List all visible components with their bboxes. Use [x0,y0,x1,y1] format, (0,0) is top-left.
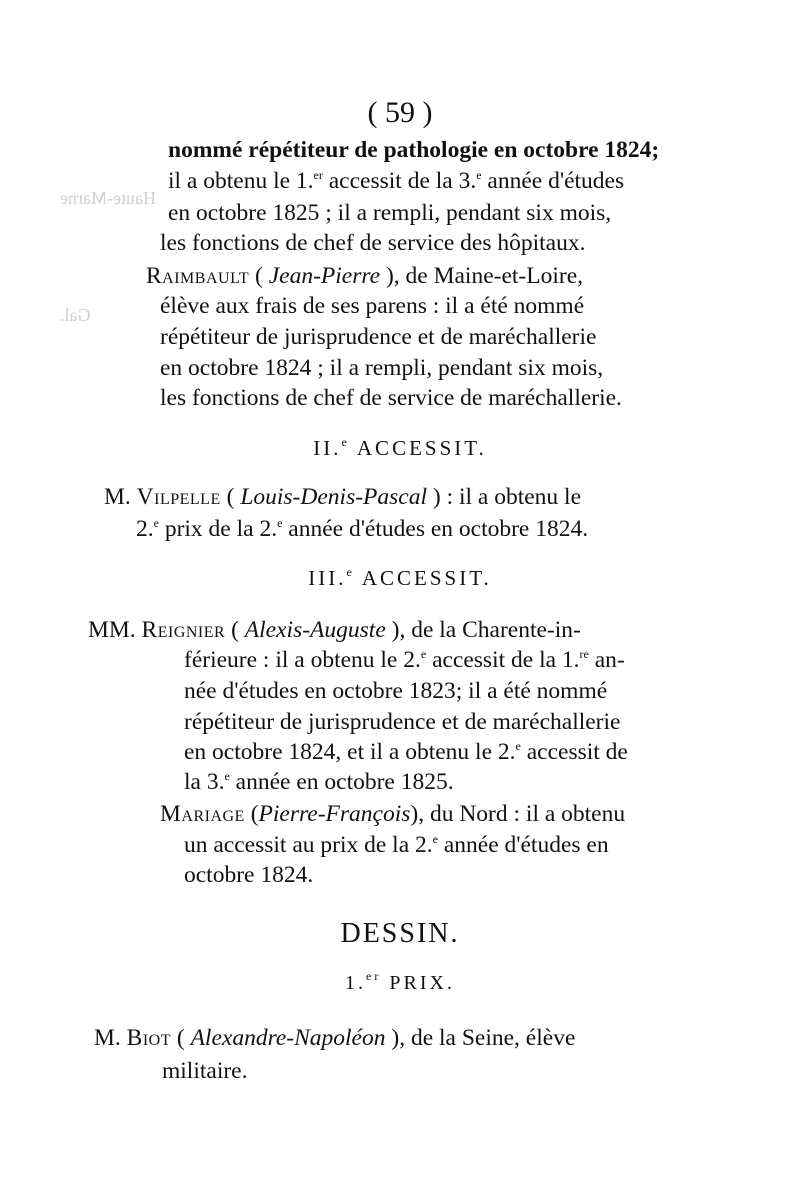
person-name: Biot [126,1025,171,1051]
text-line: férieure : il a obtenu le 2.$^e$ accessit de la 1.$^{re}$ an- [184,647,625,673]
text-line: en octobre 1824, et il a obtenu le 2.$^e$ accessit de [184,739,628,765]
text-line: en octobre 1824 ; il a rempli, pendant six mois, [160,355,604,381]
entry-vilpelle: M. Vilpelle ( Louis-Denis-Pascal ) : il a obtenu le [104,484,582,510]
entry-raimbault: Raimbault ( Jean-Pierre ), de Maine-et-Loire, [146,263,584,289]
prize-heading: 1.$^{er}$ PRIX. [345,969,455,994]
person-name: Reignier [141,617,226,643]
person-name: Mariage [160,801,245,827]
text-line: octobre 1824. [184,862,314,888]
person-name: Vilpelle [136,484,221,510]
text-line: militaire. [162,1058,248,1084]
section-heading: III.$^e$ ACCESSIT. [308,565,492,590]
section-title: DESSIN. [340,918,460,949]
text-line: 2.$^e$ prix de la 2.$^e$ année d'études en octobre 1824. [136,516,589,542]
page-number: ( 59 ) [367,96,433,129]
given-name: Pierre-François [258,801,411,827]
text-line: les fonctions de chef de service des hôpitaux. [160,230,586,256]
text-line: un accessit au prix de la 2.$^e$ année d'études en [184,832,609,858]
person-name: Raimbault [146,263,250,289]
bleed-through-text: Gal. [60,305,91,325]
entry-mariage: Mariage (Pierre-François), du Nord : il a obtenu [160,801,626,827]
given-name: Jean-Pierre [268,263,381,289]
text-line: nommé répétiteur de pathologie en octobre 1824; [168,137,660,163]
given-name: Louis-Denis-Pascal [240,484,427,510]
text-line: en octobre 1825 ; il a rempli, pendant six mois, [168,200,612,226]
text-line: née d'études en octobre 1823; il a été nommé [184,678,608,704]
given-name: Alexis-Auguste [244,617,386,643]
bleed-through-text: Haute-Marne [60,188,156,208]
entry-biot: M. Biot ( Alexandre-Napoléon ), de la Seine, élève [94,1025,576,1051]
text-line: répétiteur de jurisprudence et de maréchallerie [160,324,597,350]
section-heading: II.$^e$ ACCESSIT. [313,435,487,460]
text-line: élève aux frais de ses parens : il a été nommé [160,293,585,319]
text-line: la 3.$^e$ année en octobre 1825. [184,769,454,795]
text-line: répétiteur de jurisprudence et de maréchallerie [184,709,621,735]
given-name: Alexandre-Napoléon [190,1025,386,1051]
text-line: les fonctions de chef de service de maréchallerie. [160,385,622,411]
text-line: il a obtenu le 1.$^{er}$ accessit de la 3.$^e$ année d'études [168,168,625,194]
entry-reignier: MM. Reignier ( Alexis-Auguste ), de la Charente-in- [88,617,581,643]
